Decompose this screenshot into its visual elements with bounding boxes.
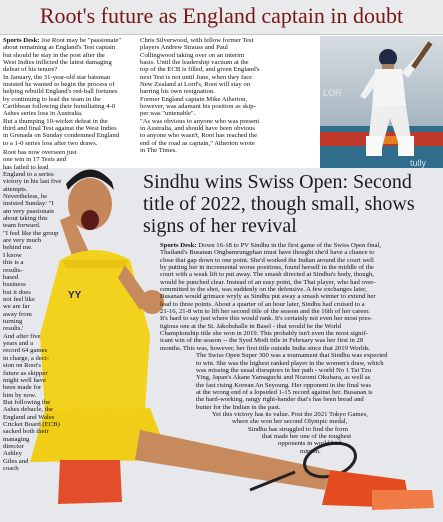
text-line: attempts. [3,185,28,193]
text-line: was missing the usual disruptors in her path - world No 1 Tai Tzu [196,366,372,374]
story2-headline [143,171,441,237]
text-line: Root has now overseen just [3,149,77,156]
text-line: Sindhu has struggled to find the form [248,425,348,433]
text-line: Yet this victory has its value. Post the 2021 Tokyo Games, [212,410,368,418]
text-line: however, was adamant his position as skip- [140,103,256,111]
text-line: barring his own resignation. [140,88,216,96]
text-line: about remaining as England's Test captain [3,44,116,52]
text-line: Ashes debacle, the [3,406,53,414]
svg-text:YY: YY [68,290,82,301]
text-line: Former England captain Mike Atherton, [140,95,248,103]
text-line: helping rebuild England's red-ball fortunes [3,88,118,96]
text-line: months. This was, however, her first title outside India since that 2019 Worlds. [160,344,371,352]
text-line: but it does [3,288,31,296]
text-line: minton. [300,447,321,455]
text-line: Ashes series loss in Australia. [3,110,83,118]
text-line: by continuing to lead the team in the [3,95,101,103]
text-line: Ying, Japan's Akane Yamaguchi and Nozomi Okuhara, as well as [196,374,371,382]
text-line: Caribbean following their humiliating 4-0 [3,103,116,111]
text-line: I know [3,252,22,259]
text-line: players Andrew Strauss and Paul [140,44,229,52]
story2-body [160,242,388,455]
text-line: business [3,281,26,289]
text-line: in Australia, and should have been obvious [140,125,255,133]
story1-col1-slim [3,252,60,472]
text-line: one win in 17 Tests and [3,156,67,164]
text-line: Sports Desk: Down 16-18 to PV Sindhu in the first game of the Swiss Open final, [160,242,381,249]
text-line: not feel like [3,296,35,304]
text-line: in Grenada on Sunday condemned England [3,132,120,140]
headline-bar [0,0,443,35]
text-line: committed to the shot, was suddenly on the defensive. A few exchanges later, [160,286,367,294]
text-line: insisted Sunday: "I [3,200,54,208]
text-line: Thailand's Busanan Ongbamrungphan must have thought she'd have a chance to [160,249,375,257]
story1-col1-narrow [3,149,77,252]
text-line: years and a [3,340,34,348]
text-line: behind me. [3,244,33,252]
text-line: team forward. [3,222,41,230]
text-line: in charge, a deci- [3,354,49,362]
text-line: insisted he wanted to begin the process of [3,81,115,89]
text-line: Collingwood taking over on an interim [140,51,245,59]
text-line: to a 1-0 series loss after two draws. [3,139,98,147]
text-line: director [3,442,24,450]
text-line: third and final Test against the West Indies [3,125,117,133]
text-line: this is a [3,259,24,267]
text-line: results- [3,266,23,274]
text-line: away from [3,310,32,318]
story2-headline-line: Sindhu wins Swiss Open: Second [143,171,412,193]
story1-col1-top [3,37,121,147]
text-line: am very passionate [3,207,55,215]
text-line: Chris Silverwood, with fellow former Test [140,37,254,44]
text-line: Ashley [3,450,22,458]
text-line: court with a weak lift to put away. The smash directed at Sindhu's body, though, [160,271,374,279]
text-line: top of the ECB is filled, and given England's [140,66,260,74]
text-line: lead to three points. About a quarter of an hour later, Sindhu had cruised to a [160,300,365,308]
text-line: record 64 games [3,347,48,355]
text-line: Championship title she won in 2019. This probably isn't even the most signif- [160,330,368,338]
text-line: sion on Root's [3,362,41,370]
text-line: Sports Desk: Joe Root may be "passionate" [3,37,122,44]
text-line: sacked both their [3,428,49,436]
text-line: victory in his last five [3,178,62,186]
text-line: next Test is not until June, when they face [140,73,253,81]
text-line: but should he stay in the post after the [3,51,105,59]
text-line: been made for [3,384,42,392]
text-line: turning [3,318,23,326]
text-line: about taking this [3,215,48,223]
text-line: tigious one at the St. Jakobshalle in Basel - that would be the World [160,322,341,330]
text-line: And after five [3,332,41,340]
text-line: Busanan would grimace wryly as Sindhu put away a smash winner to extend her [160,293,376,301]
story2-headline-line: title of 2022, though small, shows [143,193,415,215]
text-line: England to a series [3,171,54,179]
text-line: him by now. [3,391,37,399]
text-line: end of the road as captain," Atherton wrote [140,139,255,147]
svg-text:tully: tully [410,158,427,168]
text-line: future as skipper [3,369,48,377]
text-line: to anyone who wasn't, Root has reached the [140,132,258,140]
text-line: by putting her in incremental worse positions, found herself in the middle of the [160,264,374,272]
text-line: Giles and [3,457,29,465]
story2-headline-line: signs of her revival [143,215,297,237]
text-line: would be punched clear. Instead of an easy point, the Thai player, who had over- [160,278,376,286]
text-line: the fast rising Korean An Seyoung. Her opponent in the final was [196,381,371,389]
text-line: West Indies inflicted the latest damaging [3,59,112,67]
text-line: has failed to lead [3,163,49,171]
text-line: close that gap down to one point. She'd worked the Indian around the court well [160,256,374,264]
text-line: 21-16, 21-8 win to lift her second title of the season and the 16th of her career. [160,308,370,316]
text-line: are very much [3,237,42,245]
text-line: at the wrong end of a lopsided 1-15 record against her. Busanan is [196,388,373,396]
cricket-player-photo [320,36,443,168]
text-line: Cricket Board (ECB) [3,420,60,428]
text-line: New Zealand at Lord's, Root will stay on [140,81,251,89]
text-line: "As was obvious to anyone who was present [140,117,260,125]
text-line: The Swiss Open Super 300 was a tournament that Sindhu was expected [196,352,388,360]
text-line: England and Wales [3,413,55,421]
text-line: that made her one of the toughest [262,432,352,440]
text-line: we are far [3,303,30,311]
text-line: to win. She was the highest ranked player in the women's draw, which [196,359,384,367]
story1-headline: Root's future as England captain in doubt [39,3,404,28]
text-line: the hard-working, rangy right-hander that's has been bread and [196,396,364,404]
text-line: coach [3,464,19,472]
story1-col2 [140,37,260,155]
dateline: Sports Desk: [3,37,42,44]
svg-text:LOR: LOR [323,88,342,98]
text-line: butter for the Indian in the past. [196,403,281,411]
text-line: But following the [3,398,51,406]
text-line: where she won her second Olympic medal, [232,418,348,426]
text-line: It's hard to say just where this would rank. It's certainly not even her most pres- [160,315,373,323]
text-line: Nevertheless, he [3,193,48,201]
text-line: per was "untenable". [140,110,196,118]
text-line: icant win of the season -- the Syed Modi title in February was her first in 28 [160,337,364,345]
text-line: based [3,274,19,282]
text-line: in The Times. [140,147,177,155]
text-line: "I feel like the group [3,229,59,237]
text-line: defeat of his tenure? [3,66,58,74]
dateline: Sports Desk: [160,242,199,249]
text-line: In January, the 31-year-old star batsman [3,73,111,81]
text-line: opponents in world bad- [278,440,344,448]
text-line: might well have [3,376,47,384]
text-line: results.' [3,325,24,333]
text-line: managing [3,435,30,443]
text-line: basis. Until the leadership vacuum at the [140,59,249,67]
text-line: But a thumping 10-wicket defeat in the [3,117,108,125]
